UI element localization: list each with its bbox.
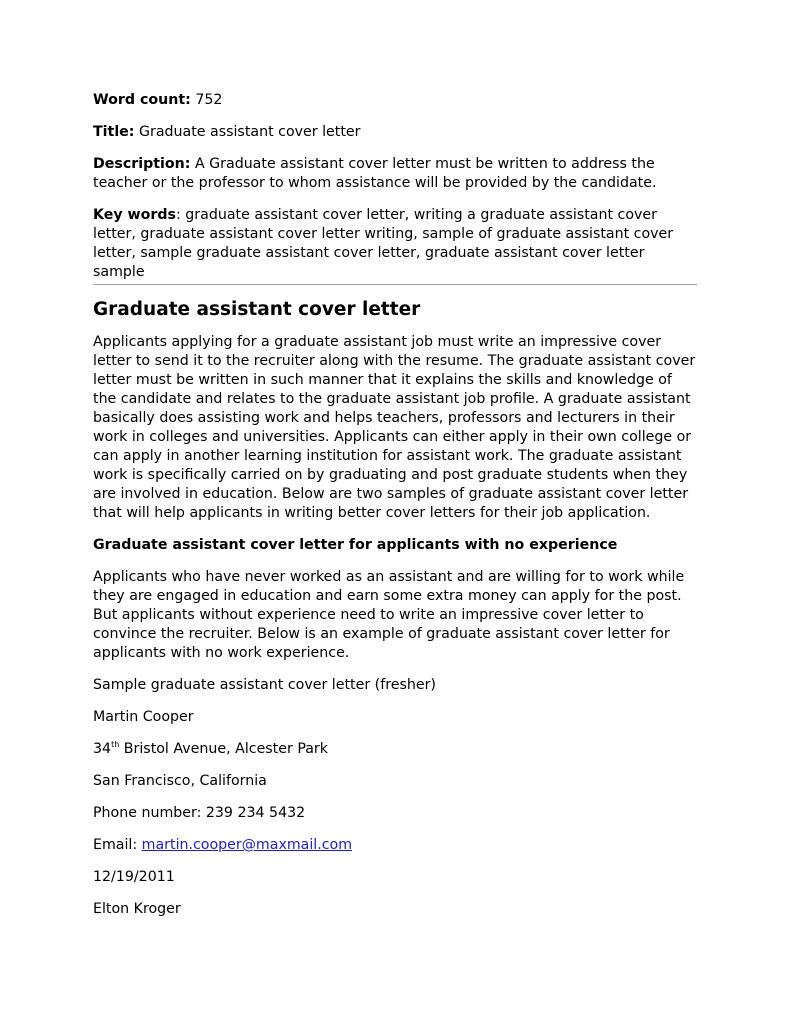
sender-name: Martin Cooper bbox=[93, 709, 194, 725]
description-label: Description: bbox=[93, 156, 191, 172]
article-heading: Graduate assistant cover letter bbox=[93, 299, 421, 320]
section-paragraph: Applicants who have never worked as an assistant and are willing for to work while they are engaged in education and earn some extra money can apply for the post. But applicants without experience need to write an impressive cover letter to convince the recruiter. Below is an example of graduate assistant cover letter for applicants with no work experience. bbox=[93, 569, 685, 661]
description-value: A Graduate assistant cover letter must be written to address the teacher or the professor to whom assistance will be provided by the candidate. bbox=[93, 156, 657, 191]
keywords-line bbox=[93, 206, 699, 282]
address-street: Bristol Avenue, Alcester Park bbox=[119, 741, 328, 757]
word-count-label: Word count: bbox=[93, 92, 191, 108]
sender-city: San Francisco, California bbox=[93, 773, 267, 789]
email-link[interactable]: martin.cooper@maxmail.com bbox=[141, 837, 353, 853]
sample-letter bbox=[93, 676, 699, 919]
document-page bbox=[93, 91, 699, 932]
intro-paragraph: Applicants applying for a graduate assistant job must write an impressive cover letter to send it to the recruiter along with the resume. The graduate assistant cover letter must be written in such manner that it explains the skills and knowledge of the candidate and relates to the graduate assistant job profile. A graduate assistant basically does assisting work and helps teachers, professors and lecturers in their work in colleges and universities. Applicants can either apply in their own college or can apply in another learning institution for assistant work. The graduate assistant work is specifically carried on by graduating and post graduate students when they are involved in education. Below are two samples of graduate assistant cover letter that will help applicants in writing better cover letters for their job application. bbox=[93, 334, 696, 521]
sender-email-line bbox=[93, 836, 699, 855]
title-line bbox=[93, 123, 699, 142]
word-count-value: 752 bbox=[195, 92, 223, 108]
sender-address bbox=[93, 740, 699, 759]
title-label: Title: bbox=[93, 124, 135, 140]
section-subheading: Graduate assistant cover letter for applicants with no experience bbox=[93, 537, 618, 553]
description-line bbox=[93, 155, 699, 193]
keywords-value: : graduate assistant cover letter, writing a graduate assistant cover letter, graduate assistant cover letter writing, sample of graduate assistant cover letter, sample graduate assistant cover letter, graduate assistant cover letter sample bbox=[93, 207, 674, 280]
horizontal-divider bbox=[93, 284, 697, 285]
title-value: Graduate assistant cover letter bbox=[139, 124, 361, 140]
letter-date: 12/19/2011 bbox=[93, 869, 175, 885]
sender-phone: Phone number: 239 234 5432 bbox=[93, 805, 306, 821]
document-metadata bbox=[93, 91, 699, 282]
address-ordinal-suffix: th bbox=[111, 740, 120, 749]
recipient-name: Elton Kroger bbox=[93, 901, 181, 917]
email-label: Email: bbox=[93, 837, 142, 853]
sample-title: Sample graduate assistant cover letter (fresher) bbox=[93, 677, 436, 693]
keywords-label: Key words bbox=[93, 207, 177, 223]
address-number: 34 bbox=[93, 741, 112, 757]
word-count-line bbox=[93, 91, 699, 110]
